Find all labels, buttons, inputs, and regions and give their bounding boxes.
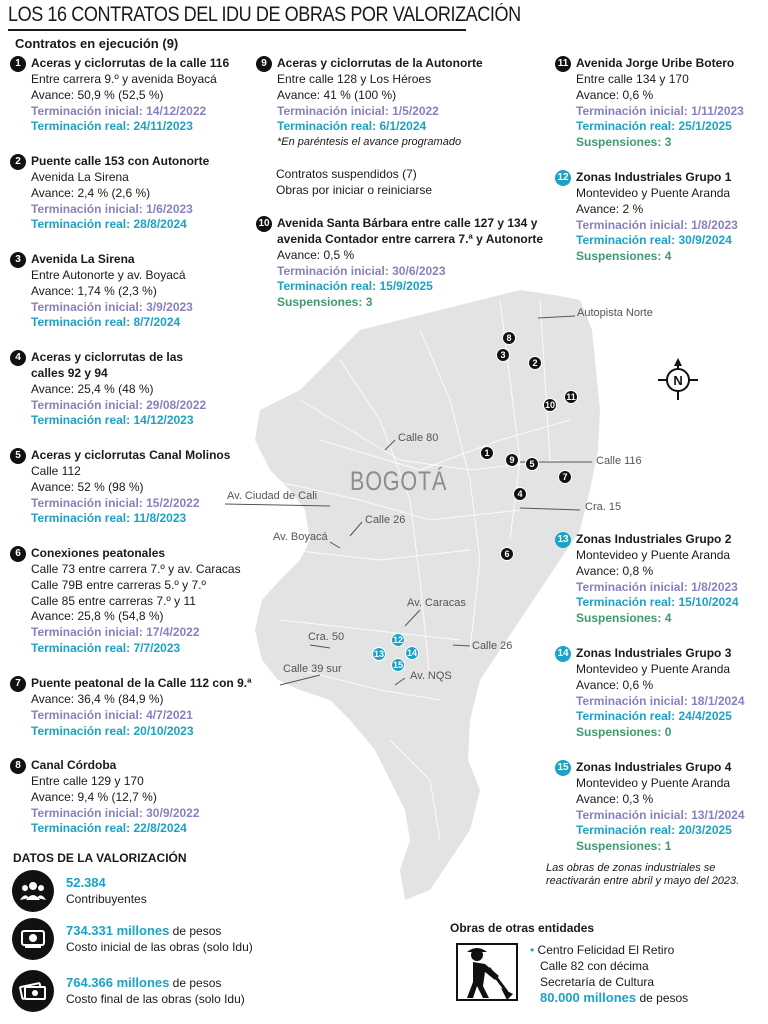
contract-terminacion-real: Terminación real: 7/7/2023 [31, 640, 181, 655]
number-badge: 7 [10, 676, 26, 692]
contract-entry-10 [256, 216, 543, 311]
contract-location: Montevideo y Puente Aranda [576, 548, 731, 562]
map-pin-13: 13 [373, 649, 384, 659]
map-pin-1: 1 [480, 446, 494, 460]
contract-terminacion-real: Terminación real: 24/11/2023 [31, 119, 193, 134]
contract-location: Calle 85 entre carreras 7.º y 11 [31, 593, 196, 608]
contract-location: Entre calle 128 y Los Héroes [277, 72, 432, 86]
stat-unit: de pesos [169, 976, 222, 990]
otras-line: Secretaría de Cultura [540, 975, 655, 989]
contract-name-cont: avenida Contador entre carrera 7.ª y Autonorte [277, 232, 544, 246]
otras-value: 80.000 millones [540, 990, 637, 1005]
contract-terminacion-inicial: Terminación inicial: 1/8/2023 [576, 579, 738, 594]
number-badge: 4 [10, 350, 26, 366]
number-badge: 2 [10, 154, 26, 170]
stat-label: Costo inicial de las obras (solo Idu) [66, 940, 253, 954]
stat-value: 764.366 millones [66, 975, 170, 990]
industrial-note [546, 862, 739, 888]
contract-entry-1 [10, 56, 229, 135]
label-ciudad-cali: Av. Ciudad de Cali [227, 490, 318, 502]
label-cra-15: Cra. 15 [585, 501, 622, 513]
contract-location: Montevideo y Puente Aranda [576, 186, 731, 200]
map-pin-15: 15 [392, 660, 403, 670]
otras-entidades-block: • Centro Felicidad El Retiro Calle 82 con décima Secretaría de Cultura 80.000 millones de pesos [530, 943, 689, 1005]
otras-unit: de pesos [636, 991, 689, 1005]
contract-name: Aceras y ciclorrutas de las [31, 350, 184, 364]
city-area [255, 290, 600, 900]
contract-avance: Avance: 2,4 % (2,6 %) [31, 185, 151, 200]
contract-terminacion-inicial: Terminación inicial: 1/8/2023 [576, 217, 738, 232]
avance-footnote: *En paréntesis el avance programado [277, 136, 462, 149]
contract-terminacion-inicial: Terminación inicial: 18/1/2024 [576, 693, 745, 708]
contract-name: Zonas Industriales Grupo 4 [576, 760, 732, 774]
contract-entry-3 [10, 252, 193, 331]
contract-name: Aceras y ciclorrutas Canal Molinos [31, 448, 231, 462]
contract-avance: Avance: 25,4 % (48 %) [31, 381, 154, 396]
people-icon [12, 870, 54, 912]
contract-name-cont: calles 92 y 94 [31, 366, 108, 380]
contract-avance: Avance: 2 % [576, 201, 644, 216]
city-label: BOGOTÁ [350, 466, 448, 496]
contract-avance: Avance: 0,3 % [576, 791, 654, 806]
contract-suspensiones: Suspensiones: 4 [576, 249, 672, 264]
contract-terminacion-inicial: Terminación inicial: 1/5/2022 [277, 103, 439, 118]
map-pin-14: 14 [406, 648, 417, 658]
contract-avance: Avance: 0,8 % [576, 563, 654, 578]
label-calle-26-north: Calle 26 [365, 514, 406, 526]
stat-label: Contribuyentes [66, 892, 147, 906]
contract-avance: Avance: 9,4 % (12,7 %) [31, 789, 157, 804]
contract-name: Conexiones peatonales [31, 546, 166, 560]
number-badge: 14 [555, 646, 571, 662]
label-cra-50: Cra. 50 [308, 631, 345, 643]
suspended-subtitle: Obras por iniciar o reiniciarse [276, 182, 433, 197]
number-badge: 11 [555, 56, 571, 72]
contract-name: Puente peatonal de la Calle 112 con 9.ª [31, 676, 252, 690]
contract-terminacion-real: Terminación real: 15/9/2025 [277, 279, 433, 294]
contract-name: Aceras y ciclorrutas de la calle 116 [31, 56, 230, 70]
stat-costo-final [12, 970, 245, 1012]
svg-text:N: N [673, 373, 683, 388]
contract-terminacion-inicial: Terminación inicial: 14/12/2022 [31, 103, 207, 118]
map-pin-7: 7 [558, 470, 572, 484]
contract-terminacion-inicial: Terminación inicial: 15/2/2022 [31, 495, 200, 510]
number-badge: 3 [10, 252, 26, 268]
number-badge: 8 [10, 758, 26, 774]
contract-terminacion-real: Terminación real: 8/7/2024 [31, 315, 181, 330]
contract-location: Calle 79B entre carreras 5.º y 7.º [31, 577, 206, 592]
contract-name: Aceras y ciclorrutas de la Autonorte [277, 56, 483, 70]
map-pin-12: 12 [392, 635, 403, 645]
contract-terminacion-real: Terminación real: 30/9/2024 [576, 233, 732, 248]
number-badge: 10 [256, 216, 272, 232]
number-badge: 15 [555, 760, 571, 776]
cash-icon [12, 970, 54, 1012]
contract-location: Montevideo y Puente Aranda [576, 662, 731, 676]
contract-entry-8 [10, 758, 200, 837]
label-av-boyaca: Av. Boyacá [273, 531, 328, 543]
map-pin-6: 6 [500, 547, 514, 561]
contract-name: Puente calle 153 con Autonorte [31, 154, 210, 168]
contract-entry-11 [555, 56, 744, 151]
suspended-heading [276, 167, 432, 199]
contract-entry-14 [555, 646, 745, 741]
stat-value: 52.384 [66, 875, 106, 890]
contract-avance: Avance: 36,4 % (84,9 %) [31, 692, 164, 706]
stat-label: Costo final de las obras (solo Idu) [66, 992, 245, 1006]
contract-name: Avenida La Sirena [31, 252, 135, 266]
label-calle-116: Calle 116 [596, 455, 642, 467]
map-pin-5: 5 [525, 457, 539, 471]
money-icon [12, 918, 54, 960]
industrial-note-line: Las obras de zonas industriales se [546, 862, 716, 874]
contract-entry-4 [10, 350, 206, 429]
contract-terminacion-real: Terminación real: 11/8/2023 [31, 511, 187, 526]
contract-avance: Avance: 25,8 % (54,8 %) [31, 609, 164, 624]
infographic-title: LOS 16 CONTRATOS DEL IDU DE OBRAS POR VALORIZACIÓN [8, 3, 521, 26]
subhead-en-ejecucion: Contratos en ejecución (9) [15, 36, 179, 51]
contract-avance: Avance: 1,74 % (2,3 %) [31, 283, 157, 298]
compass-icon [658, 358, 698, 400]
contract-terminacion-real: Terminación real: 14/12/2023 [31, 413, 194, 428]
contract-name: Zonas Industriales Grupo 1 [576, 170, 732, 184]
number-badge: 12 [555, 170, 571, 186]
suspended-count: Contratos suspendidos (7) [276, 167, 417, 181]
contract-entry-2 [10, 154, 209, 233]
contract-entry-12 [555, 170, 738, 265]
contract-suspensiones: Suspensiones: 0 [576, 725, 672, 740]
contract-terminacion-real: Terminación real: 20/10/2023 [31, 723, 194, 738]
otras-line: Centro Felicidad El Retiro [537, 943, 675, 957]
contract-suspensiones: Suspensiones: 3 [576, 135, 672, 150]
contract-avance: Avance: 0,6 % [576, 677, 654, 692]
contract-name: Avenida Jorge Uribe Botero [576, 56, 735, 70]
contract-terminacion-real: Terminación real: 24/4/2025 [576, 709, 732, 724]
worker-icon [455, 942, 519, 1002]
contract-location: Entre calle 129 y 170 [31, 774, 144, 788]
contract-location: Avenida La Sirena [31, 170, 129, 184]
contract-terminacion-inicial: Terminación inicial: 13/1/2024 [576, 807, 745, 822]
label-av-nqs: Av. NQS [410, 670, 452, 682]
contract-terminacion-real: Terminación real: 28/8/2024 [31, 217, 187, 232]
number-badge: 5 [10, 448, 26, 464]
contract-terminacion-inicial: Terminación inicial: 30/9/2022 [31, 805, 200, 820]
number-badge: 1 [10, 56, 26, 72]
contract-terminacion-real: Terminación real: 20/3/2025 [576, 823, 732, 838]
contract-avance: Avance: 0,6 % [576, 87, 654, 102]
contract-suspensiones: Suspensiones: 1 [576, 839, 672, 854]
contract-terminacion-inicial: Terminación inicial: 17/4/2022 [31, 625, 200, 640]
contract-entry-9 [256, 56, 483, 151]
contract-entry-7 [10, 676, 252, 739]
map-pin-8: 8 [502, 331, 516, 345]
map-pin-2: 2 [528, 356, 542, 370]
contract-entry-13 [555, 532, 739, 627]
contract-suspensiones: Suspensiones: 4 [576, 611, 672, 626]
map-pin-3: 3 [496, 348, 510, 362]
label-calle-39-sur: Calle 39 sur [283, 663, 342, 675]
stat-unit: de pesos [169, 924, 222, 938]
otras-line: Calle 82 con décima [540, 959, 649, 973]
contract-entry-5 [10, 448, 230, 527]
contract-location: Calle 112 [31, 464, 81, 478]
contract-location: Calle 73 entre carrera 7.º y av. Caracas [31, 562, 241, 576]
contract-avance: Avance: 52 % (98 %) [31, 479, 144, 494]
contract-terminacion-inicial: Terminación inicial: 1/11/2023 [576, 103, 744, 118]
contract-location: Entre Autonorte y av. Boyacá [31, 268, 186, 282]
map-pin-9: 9 [505, 453, 519, 467]
contract-terminacion-real: Terminación real: 25/1/2025 [576, 119, 732, 134]
map-pin-4: 4 [513, 487, 527, 501]
number-badge: 6 [10, 546, 26, 562]
contract-terminacion-inicial: Terminación inicial: 30/6/2023 [277, 263, 446, 278]
contract-location: Montevideo y Puente Aranda [576, 776, 731, 790]
stat-costo-inicial [12, 918, 253, 960]
contract-terminacion-inicial: Terminación inicial: 1/6/2023 [31, 201, 193, 216]
contract-avance: Avance: 50,9 % (52,5 %) [31, 87, 164, 102]
map-pin-10: 10 [544, 400, 555, 410]
stat-contribuyentes [12, 870, 147, 912]
label-autopista-norte: Autopista Norte [577, 307, 653, 319]
number-badge: 9 [256, 56, 272, 72]
number-badge: 13 [555, 532, 571, 548]
contract-location: Entre calle 134 y 170 [576, 72, 689, 86]
contract-entry-6 [10, 546, 241, 657]
contract-terminacion-inicial: Terminación inicial: 4/7/2021 [31, 707, 193, 722]
label-av-caracas: Av. Caracas [407, 597, 466, 609]
contract-suspensiones: Suspensiones: 3 [277, 295, 373, 310]
map-pin-11: 11 [564, 390, 578, 404]
contract-name: Canal Córdoba [31, 758, 117, 772]
contract-name: Avenida Santa Bárbara entre calle 127 y 134 y [277, 216, 538, 230]
contract-terminacion-inicial: Terminación inicial: 3/9/2023 [31, 299, 193, 314]
contract-location: Entre carrera 9.º y avenida Boyacá [31, 72, 217, 86]
contract-name: Zonas Industriales Grupo 3 [576, 646, 732, 660]
contract-entry-15 [555, 760, 745, 855]
contract-name: Zonas Industriales Grupo 2 [576, 532, 732, 546]
contract-terminacion-real: Terminación real: 22/8/2024 [31, 821, 187, 836]
label-calle-80: Calle 80 [398, 432, 439, 444]
contract-avance: Avance: 41 % (100 %) [277, 87, 397, 102]
contract-avance: Avance: 0,5 % [277, 247, 355, 262]
stat-value: 734.331 millones [66, 923, 170, 938]
contract-terminacion-inicial: Terminación inicial: 29/08/2022 [31, 397, 207, 412]
contract-terminacion-real: Terminación real: 15/10/2024 [576, 595, 739, 610]
label-calle-26-south: Calle 26 [472, 640, 513, 652]
industrial-note-line: reactivarán entre abril y mayo del 2023. [546, 875, 740, 887]
contract-terminacion-real: Terminación real: 6/1/2024 [277, 119, 427, 134]
otras-title: Obras de otras entidades [450, 921, 595, 935]
datos-title: DATOS DE LA VALORIZACIÓN [13, 851, 187, 865]
